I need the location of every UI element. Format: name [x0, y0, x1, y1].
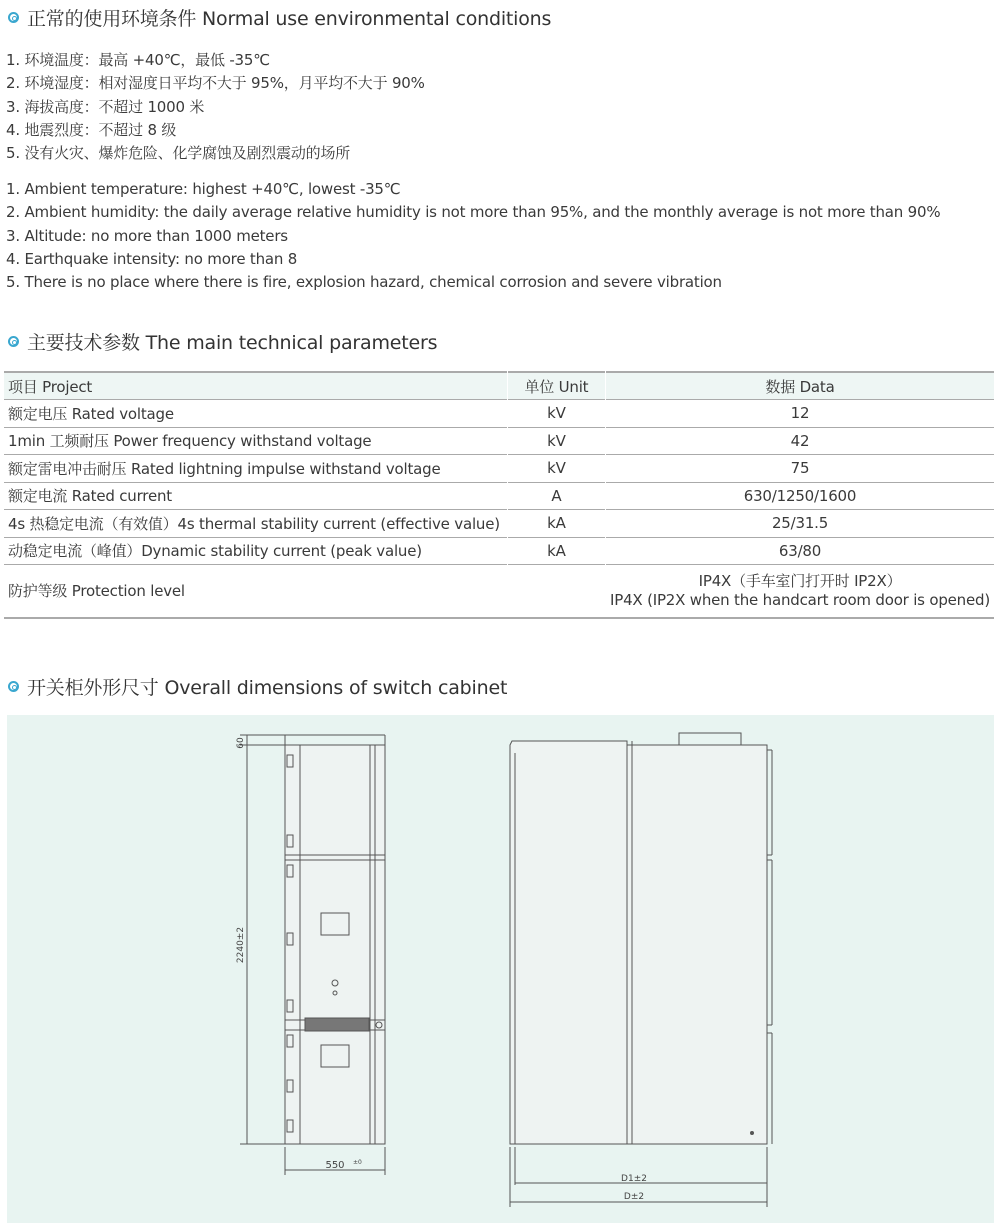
cell-project: 额定雷电冲击耐压 Rated lightning impulse withstand voltage — [4, 455, 507, 483]
circle-bullet-icon — [8, 12, 19, 23]
cell-project: 额定电流 Rated current — [4, 482, 507, 510]
section-title-dimensions — [8, 673, 507, 700]
table-row-protection — [4, 565, 994, 619]
list-item: 2. 环境湿度：相对湿度日平均不大于 95%，月平均不大于 90% — [6, 74, 425, 93]
table-row — [4, 400, 994, 428]
cell-project: 防护等级 Protection level — [4, 565, 507, 619]
list-item: 5. There is no place where there is fire, explosion hazard, chemical corrosion and severe vibration — [6, 273, 722, 292]
nameplate-strip — [305, 1018, 369, 1031]
list-item: 3. Altitude: no more than 1000 meters — [6, 226, 288, 245]
cell-project: 额定电压 Rated voltage — [4, 400, 507, 428]
list-item: 4. 地震烈度：不超过 8 级 — [6, 120, 177, 139]
table-row — [4, 455, 994, 483]
side-cabinet-outline — [510, 741, 767, 1144]
parameters-table — [4, 371, 994, 619]
cell-unit: kA — [508, 510, 604, 538]
table-header-row — [4, 372, 994, 400]
cell-unit: A — [508, 482, 604, 510]
circle-bullet-icon — [8, 336, 19, 347]
cell-data: 75 — [606, 455, 994, 483]
cabinet-drawing-panel — [7, 715, 994, 1223]
dim-width-label: 550 — [325, 1160, 345, 1171]
cell-project: 动稳定电流（峰值）Dynamic stability current (peak value) — [4, 537, 507, 565]
circle-bullet-icon — [8, 681, 19, 692]
cell-data: 42 — [606, 427, 994, 455]
cell-data: 630/1250/1600 — [606, 482, 994, 510]
table-row — [4, 482, 994, 510]
list-item: 1. Ambient temperature: highest +40℃, lowest -35℃ — [6, 180, 401, 198]
cell-data: 25/31.5 — [606, 510, 994, 538]
env-list-cn — [6, 49, 425, 165]
cell-data: 12 — [606, 400, 994, 428]
env-list-en — [6, 178, 940, 294]
cell-unit — [508, 565, 604, 619]
cell-data — [606, 565, 994, 619]
header-data: 数据 Data — [606, 372, 994, 400]
cell-unit: kA — [508, 537, 604, 565]
protection-data-en: IP4X (IP2X when the handcart room door is opened) — [610, 591, 990, 609]
side-view — [510, 733, 772, 1144]
dim-width-tolerance: ±0 — [353, 1159, 362, 1166]
section-title-text: 正常的使用环境条件 Normal use environmental conditions — [27, 8, 552, 30]
list-item: 4. Earthquake intensity: no more than 8 — [6, 249, 298, 268]
header-project: 项目 Project — [4, 372, 507, 400]
table-row — [4, 427, 994, 455]
header-unit: 单位 Unit — [508, 372, 604, 400]
cell-data: 63/80 — [606, 537, 994, 565]
cell-project: 1min 工频耐压 Power frequency withstand voltage — [4, 427, 507, 455]
dim-height-label: 2240±2 — [236, 926, 246, 964]
list-item: 2. Ambient humidity: the daily average relative humidity is not more than 95%, and the monthly average is not more than 90% — [6, 203, 941, 222]
table-row — [4, 510, 994, 538]
section-title-environment — [8, 4, 551, 31]
list-item: 1. 环境温度：最高 +40℃，最低 -35℃ — [6, 51, 270, 69]
list-item: 3. 海拔高度：不超过 1000 米 — [6, 97, 205, 116]
front-view — [285, 735, 385, 1144]
cell-project: 4s 热稳定电流（有效值）4s thermal stability current (effective value) — [4, 510, 507, 538]
section-title-parameters — [8, 328, 437, 355]
protection-data-cn: IP4X（手车室门打开时 IP2X） — [698, 572, 902, 590]
cell-unit: kV — [508, 400, 604, 428]
table-row — [4, 537, 994, 565]
cell-unit: kV — [508, 427, 604, 455]
section-title-text: 主要技术参数 The main technical parameters — [27, 332, 438, 354]
cell-unit: kV — [508, 455, 604, 483]
section-title-text: 开关柜外形尺寸 Overall dimensions of switch cabinet — [27, 677, 508, 699]
dim-d1-label: D1±2 — [621, 1174, 647, 1184]
list-item: 5. 没有火灾、爆炸危险、化学腐蚀及剧烈震动的场所 — [6, 144, 351, 163]
cabinet-drawing — [7, 715, 994, 1223]
dim-top-label: 60 — [236, 737, 246, 749]
dim-d-label: D±2 — [623, 1192, 645, 1202]
